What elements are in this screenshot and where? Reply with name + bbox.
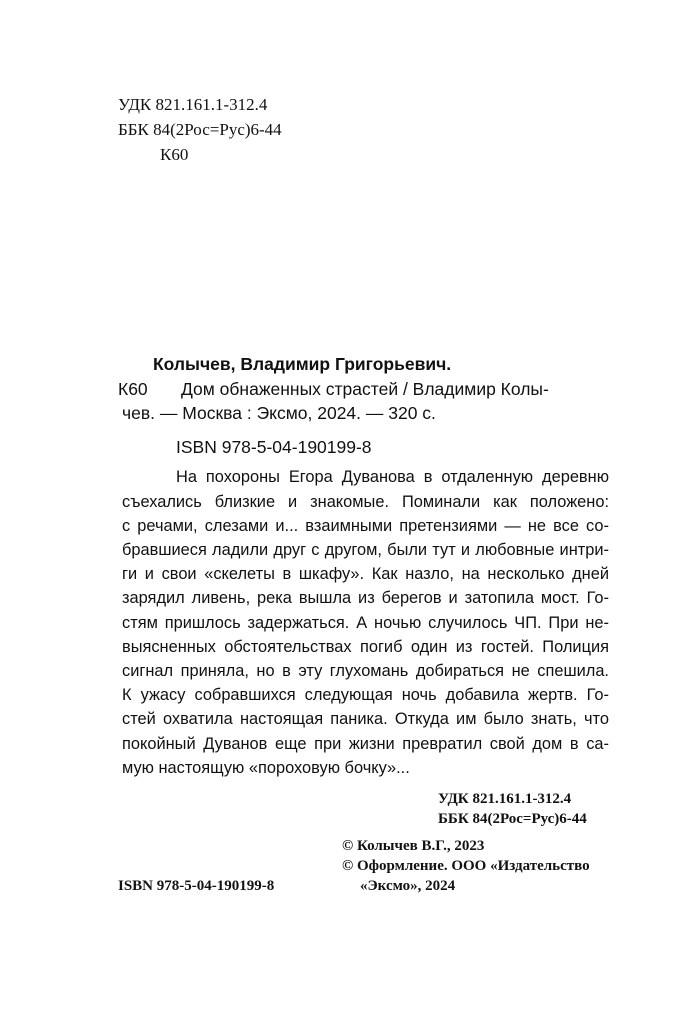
copyright-design: © Оформление. ООО «Издательство xyxy=(342,858,590,874)
bbk-code-bottom: ББК 84(2Рос=Рус)6-44 xyxy=(438,811,587,827)
abstract-line: стям пришлось задержаться. А ночью случилось ЧП. При не- xyxy=(122,614,609,632)
udk-code-bottom: УДК 821.161.1-312.4 xyxy=(438,791,572,807)
abstract-line: покойный Дуванов еще при жизни превратил свой дом в са- xyxy=(122,735,609,753)
abstract-line: бравшиеся ладили друг с другом, были тут и любовные интри- xyxy=(122,541,609,559)
copyright-author: © Колычев В.Г., 2023 xyxy=(342,838,485,854)
abstract-line: зарядил ливень, река вышла из берегов и затопила мост. Го- xyxy=(122,589,609,607)
isbn-bottom: ISBN 978-5-04-190199-8 xyxy=(118,878,275,894)
author-mark-top: К60 xyxy=(160,145,189,164)
abstract-line: К ужасу собравшихся следующая ночь добавила жертв. Го- xyxy=(122,686,609,704)
abstract-line: съехались близкие и знакомые. Поминали как положено: xyxy=(122,493,609,511)
abstract-line: сигнал приняла, но в эту глухомань добираться не спешила. xyxy=(122,662,609,680)
abstract-line: выясненных обстоятельствах погиб один из гостей. Полиция xyxy=(122,638,609,656)
udk-code-top: УДК 821.161.1-312.4 xyxy=(118,95,268,114)
bbk-code-top: ББК 84(2Рос=Рус)6-44 xyxy=(118,120,282,139)
isbn-entry: ISBN 978-5-04-190199-8 xyxy=(176,437,372,457)
abstract-line: мую настоящую «пороховую бочку»... xyxy=(122,759,410,777)
title-line-1: Дом обнаженных страстей / Владимир Колы- xyxy=(181,379,549,399)
abstract-line: На похороны Егора Дуванова в отдаленную деревню xyxy=(176,468,609,486)
abstract-line: стей охватила настоящая паника. Откуда им было знать, что xyxy=(122,710,609,728)
call-mark: К60 xyxy=(118,379,148,399)
copyright-design-cont: «Эксмо», 2024 xyxy=(360,878,456,894)
title-line-2: чев. — Москва : Эксмо, 2024. — 320 с. xyxy=(122,403,436,423)
author-heading: Колычев, Владимир Григорьевич. xyxy=(153,354,452,374)
abstract-line: с речами, слезами и... взаимными претензиями — не все со- xyxy=(122,517,609,535)
abstract-line: ги и свои «скелеты в шкафу». Как назло, на несколько дней xyxy=(122,565,609,583)
